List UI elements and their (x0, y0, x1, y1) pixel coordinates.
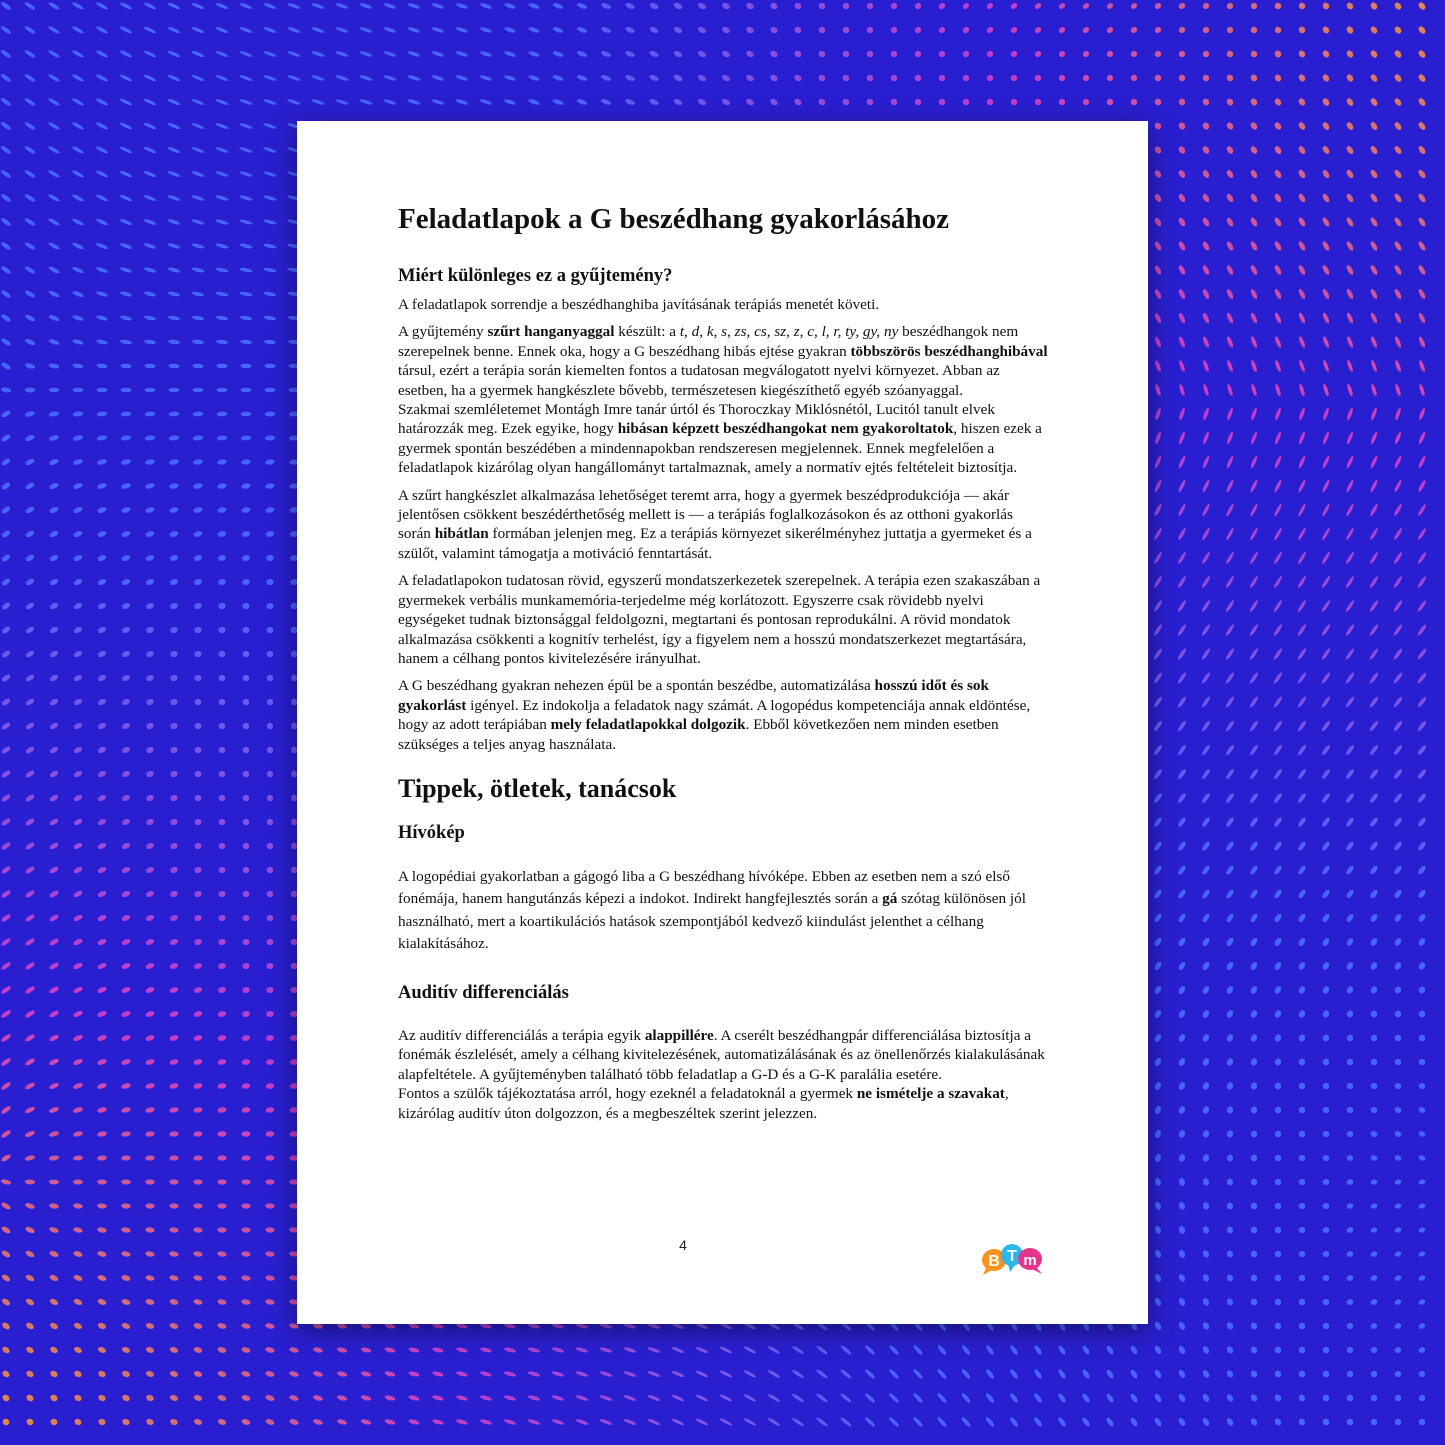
why-paragraph-4: A szűrt hangkészlet alkalmazása lehetőséget teremt arra, hogy a gyermek beszédprodukciója — akár jelentősen csökkent beszédérthetőség mellett is — a terápiás foglalkozásokon és az otthoni gyakorlás során hibátlan formában jelenjen meg. Ez a terápiás környezet sikerélményhez juttatja a gyermeket és a szülőt, valamint támogatja a motiváció fenntartását. (398, 486, 1032, 562)
why-heading: Miért különleges ez a gyűjtemény? (398, 266, 673, 286)
document-title: Feladatlapok a G beszédhang gyakorlásához (398, 203, 950, 235)
btm-logo-icon (980, 1240, 1044, 1276)
why-paragraph-1: A feladatlapok sorrendje a beszédhanghiba javításának terápiás menetét követi. (398, 296, 880, 313)
svg-text:B: B (988, 1253, 1000, 1270)
page-content (398, 201, 1048, 1131)
page-number: 4 (679, 1237, 687, 1253)
svg-text:T: T (1007, 1248, 1017, 1265)
document-page (297, 121, 1148, 1324)
why-paragraph-3: Szakmai szemléletemet Montágh Imre tanár úrtól és Thoroczkay Miklósnétól, Lucitól tanult elvek határozzák meg. Ezek egyike, hogy hibásan képzett beszédhangokat nem gyakoroltatok, hiszen ezek a gyermek spontán beszédében a mindennapokban rendszeresen megjelennek. Ennek megfelelően a feladatlapok kizárólag olyan hangállományt tartalmaznak, amely a normatív ejtés feltételeit biztosítja. (398, 401, 1042, 477)
hivokep-heading: Hívókép (398, 822, 465, 843)
why-paragraph-6: A G beszédhang gyakran nehezen épül be a spontán beszédbe, automatizálása hosszú időt és sok gyakorlást igényel. Ez indokolja a feladatok nagy számát. A logopédus kompetenciája annak eldöntése, hogy az adott terápiában mely feladatlapokkal dolgozik. Ebből következően nem minden esetben szükséges a teljes anyag használata. (398, 677, 1031, 753)
svg-text:m: m (1023, 1252, 1037, 1269)
why-paragraph-5: A feladatlapokon tudatosan rövid, egyszerű mondatszerkezetek szerepelnek. A terápia ezen szakaszában a gyermekek verbális munkamemória-terjedelme még korlátozott. Egyszerre csak rövidebb nyelvi egységeket tudnak biztonsággal feldolgozni, megtartani és pontosan reprodukálni. A rövid mondatok alkalmazása csökkenti a kognitív terhelést, így a figyelem nem a hosszú mondatszerkezet megtartására, hanem a célhang pontos kivitelezésére irányulhat. (398, 572, 1041, 667)
tips-heading: Tippek, ötletek, tanácsok (398, 773, 677, 803)
auditiv-heading: Auditív differenciálás (398, 982, 569, 1003)
why-paragraph-2: A gyűjtemény szűrt hanganyaggal készült: a t, d, k, s, zs, cs, sz, z, c, l, r, ty, gy, ny beszédhangok nem szerepelnek benne. Ennek oka, hogy a G beszédhang hibás ejtése gyakran többszörös beszédhanghibával társul, ezért a terápia során kiemelten fontos a tudatosan megválogatott nyelvi környezet. Abban az esetben, ha a gyermek hangkészlete bővebb, természetesen kiegészíthető egyéb szóanyaggal. (398, 323, 1048, 399)
auditiv-paragraph-2: Fontos a szülők tájékoztatása arról, hogy ezeknél a feladatoknál a gyermek ne ismételje a szavakat, kizárólag auditív úton dolgozzon, és a megbeszéltek szerint jelezzen. (398, 1085, 1009, 1122)
auditiv-paragraph-1: Az auditív differenciálás a terápia egyik alappillére. A cserélt beszédhangpár differenciálása biztosítja a fonémák észlelését, amely a célhang kivitelezésének, automatizálásának és az önellenőrzés kialakulásának alapfeltétele. A gyűjteményben található több feladatlap a G-D és a G-K paralália esetére. (398, 1026, 1045, 1083)
hivokep-paragraph: A logopédiai gyakorlatban a gágogó liba a G beszédhang hívóképe. Ebben az esetben nem a szó első fonémája, hanem hangutánzás képezi a indokot. Indirekt hangfejlesztés során a gá szótag különösen jól használható, mert a koartikulációs hatások szempontjából kedvező kiindulást jelenthet a célhang kialakításához. (398, 867, 1026, 953)
